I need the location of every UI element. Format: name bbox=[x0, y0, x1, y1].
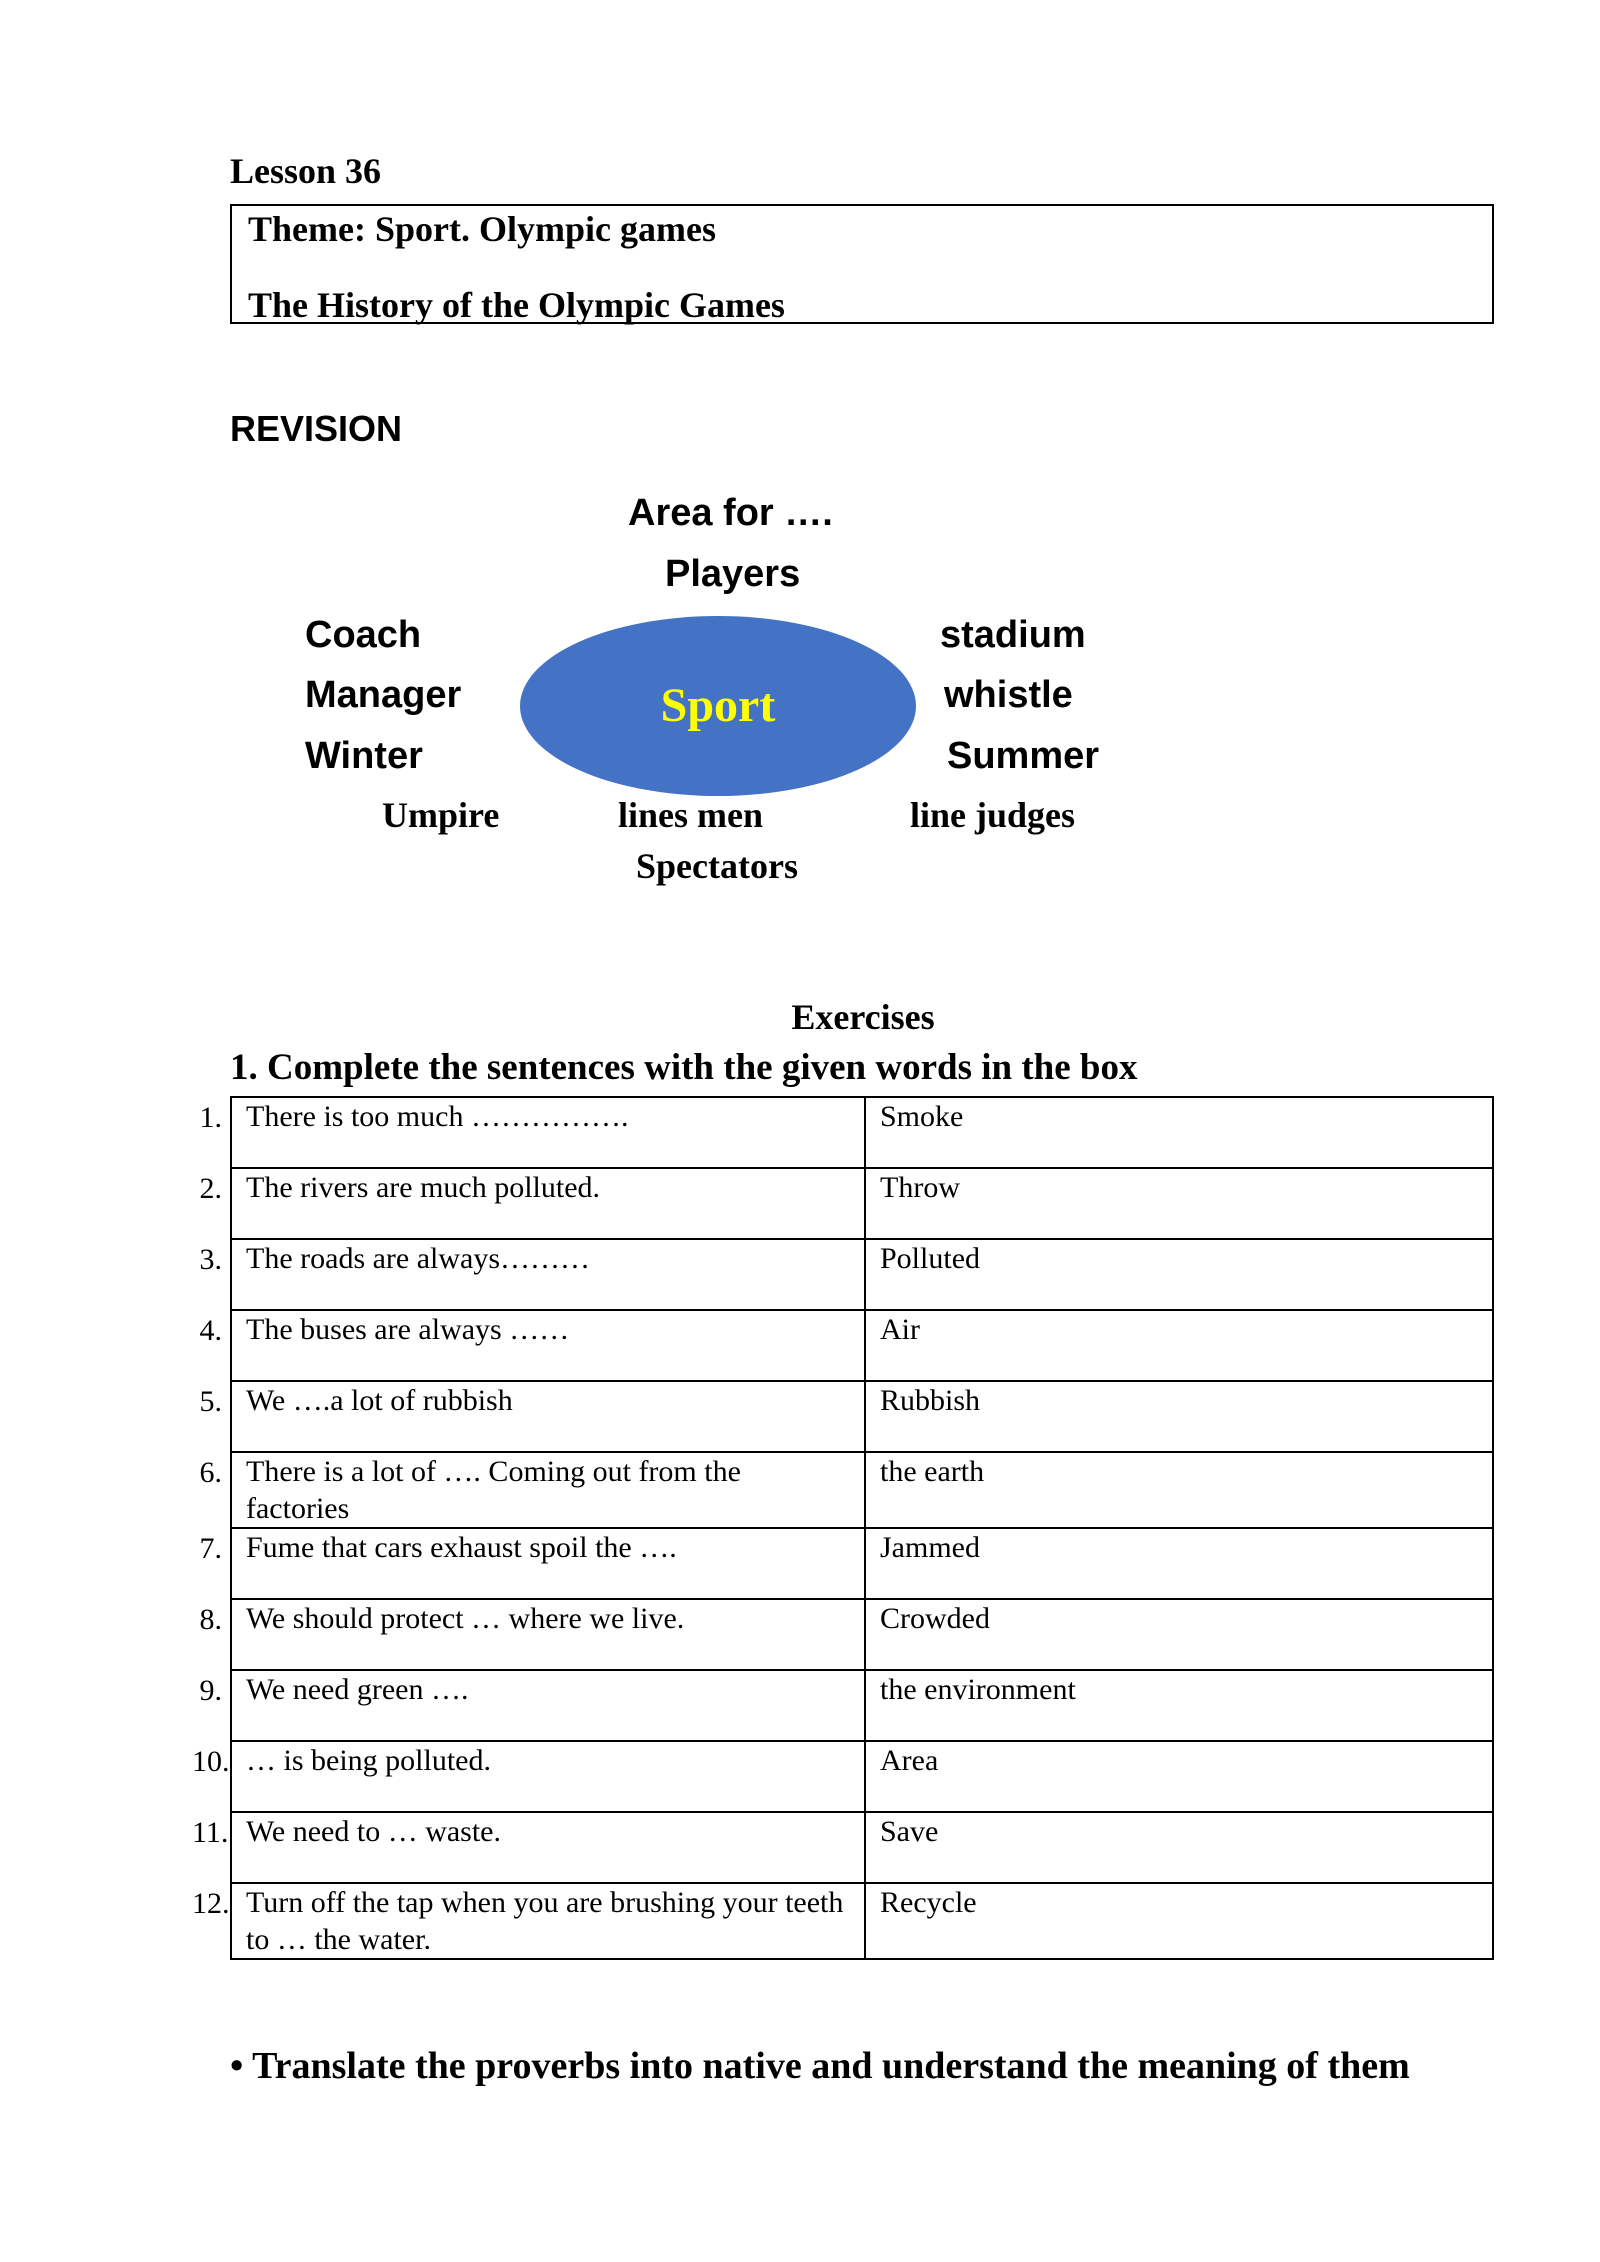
mindmap-manager: Manager bbox=[305, 674, 462, 716]
sport-ellipse bbox=[520, 616, 916, 796]
row-number: 8. bbox=[199, 1603, 222, 1636]
word-cell: Air bbox=[865, 1310, 1493, 1381]
table-row bbox=[231, 1883, 1493, 1959]
row-number: 10. bbox=[192, 1745, 230, 1778]
sentence-cell: We need to … waste. bbox=[231, 1812, 865, 1883]
row-number: 1. bbox=[199, 1101, 222, 1134]
word-cell: Crowded bbox=[865, 1599, 1493, 1670]
sentence-cell: We should protect … where we live. bbox=[231, 1599, 865, 1670]
mindmap-players: Players bbox=[665, 553, 801, 595]
table-row bbox=[231, 1310, 1493, 1381]
sentence-cell: We need green …. bbox=[231, 1670, 865, 1741]
sentence-cell: The buses are always …… bbox=[231, 1310, 865, 1381]
revision-heading: REVISION bbox=[230, 408, 403, 449]
row-number: 3. bbox=[199, 1243, 222, 1276]
theme-title: Theme: Sport. Olympic games bbox=[248, 209, 716, 249]
row-number: 2. bbox=[199, 1172, 222, 1205]
sentence-cell: … is being polluted. bbox=[231, 1741, 865, 1812]
table-row bbox=[231, 1599, 1493, 1670]
mindmap-stadium: stadium bbox=[940, 614, 1086, 656]
mindmap-spectators: Spectators bbox=[636, 846, 798, 886]
history-title: The History of the Olympic Games bbox=[248, 285, 785, 325]
exercises-heading: Exercises bbox=[791, 997, 935, 1037]
mindmap-umpire: Umpire bbox=[382, 795, 500, 835]
sentence-cell: The rivers are much polluted. bbox=[231, 1168, 865, 1239]
table-row bbox=[231, 1381, 1493, 1452]
row-number: 4. bbox=[199, 1314, 222, 1347]
row-number: 9. bbox=[199, 1674, 222, 1707]
table-row bbox=[231, 1812, 1493, 1883]
word-cell: Smoke bbox=[865, 1097, 1493, 1168]
table-row bbox=[231, 1670, 1493, 1741]
mindmap-line-judges: line judges bbox=[910, 795, 1076, 835]
table-row bbox=[231, 1741, 1493, 1812]
table-row bbox=[231, 1097, 1493, 1168]
theme-box bbox=[230, 204, 1494, 324]
mindmap-whistle: whistle bbox=[944, 674, 1073, 716]
lesson-number: Lesson 36 bbox=[230, 151, 382, 191]
word-cell: Save bbox=[865, 1812, 1493, 1883]
word-cell: Polluted bbox=[865, 1239, 1493, 1310]
row-number: 6. bbox=[199, 1456, 222, 1489]
sentence-cell: Fume that cars exhaust spoil the …. bbox=[231, 1528, 865, 1599]
row-number: 5. bbox=[199, 1385, 222, 1418]
exercise-instruction: 1. Complete the sentences with the given words in the box bbox=[230, 1047, 1138, 1088]
table-row bbox=[231, 1239, 1493, 1310]
table-row bbox=[231, 1168, 1493, 1239]
word-cell: Rubbish bbox=[865, 1381, 1493, 1452]
sentence-cell: The roads are always……… bbox=[231, 1239, 865, 1310]
word-cell: Throw bbox=[865, 1168, 1493, 1239]
sentence-cell: There is a lot of …. Coming out from the factories bbox=[231, 1452, 865, 1528]
mindmap-summer: Summer bbox=[947, 735, 1100, 777]
sentence-cell: Turn off the tap when you are brushing your teeth to … the water. bbox=[231, 1883, 865, 1959]
sentence-cell: There is too much ……………. bbox=[231, 1097, 865, 1168]
word-cell: Area bbox=[865, 1741, 1493, 1812]
word-cell: the earth bbox=[865, 1452, 1493, 1528]
sport-label: Sport bbox=[660, 679, 776, 732]
word-cell: Recycle bbox=[865, 1883, 1493, 1959]
row-number: 11. bbox=[192, 1816, 229, 1849]
translate-instruction: • Translate the proverbs into native and understand the meaning of them bbox=[230, 2045, 1410, 2087]
row-number: 12. bbox=[192, 1887, 230, 1920]
word-cell: the environment bbox=[865, 1670, 1493, 1741]
sentence-cell: We ….a lot of rubbish bbox=[231, 1381, 865, 1452]
mindmap-winter: Winter bbox=[305, 735, 423, 777]
exercise-table bbox=[230, 1096, 1494, 1960]
mindmap-lines-men: lines men bbox=[618, 795, 764, 835]
mindmap-coach: Coach bbox=[305, 614, 422, 656]
mindmap-area-for: Area for …. bbox=[628, 492, 833, 534]
row-number: 7. bbox=[199, 1532, 222, 1565]
table-row bbox=[231, 1452, 1493, 1528]
table-row bbox=[231, 1528, 1493, 1599]
word-cell: Jammed bbox=[865, 1528, 1493, 1599]
